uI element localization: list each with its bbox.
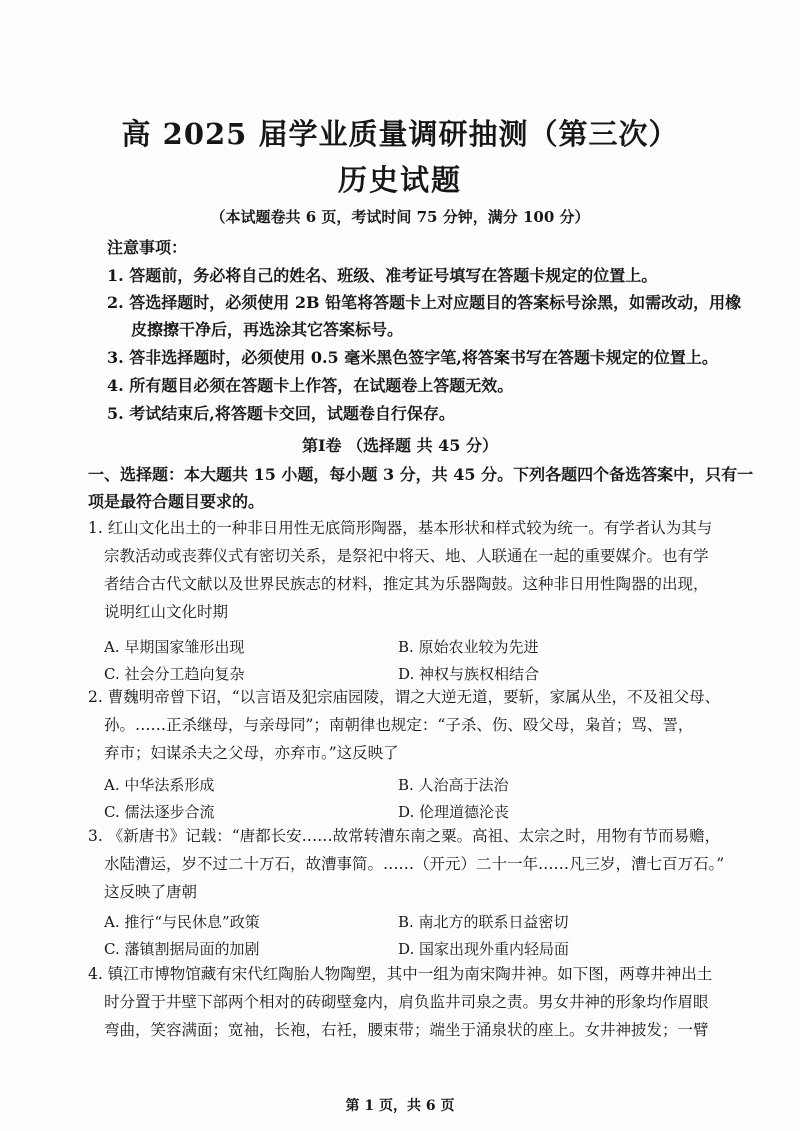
option-c: C. 儒法逐步合流 xyxy=(104,803,215,821)
question-4 xyxy=(88,960,716,1044)
option-b: B. 原始农业较为先进 xyxy=(398,638,539,656)
question-text-line: 水陆漕运，岁不过二十万石，故漕事简。……（开元）二十一年……凡三岁，漕七百万石。” xyxy=(104,855,725,873)
notice-item: 4. 所有题目必须在答题卡上作答，在试题卷上答题无效。 xyxy=(107,376,514,395)
notice-item: 2. 答选择题时，必须使用 2B 铅笔将答题卡上对应题目的答案标号涂黑，如需改动，用橡 xyxy=(107,293,742,312)
notice-item-continued: 皮擦擦干净后，再选涂其它答案标号。 xyxy=(131,320,404,339)
question-text-line: 3. 《新唐书》记载：“唐都长安……故常转漕东南之粟。高祖、太宗之时，用物有节而易赡， xyxy=(88,827,721,845)
question-text-line: 宗教活动或丧葬仪式有密切关系，是祭祀中将天、地、人联通在一起的重要媒介。也有学 xyxy=(104,547,709,565)
question-1 xyxy=(88,514,716,626)
question-3 xyxy=(88,822,725,906)
notice-item: 1. 答题前，务必将自己的姓名、班级、准考证号填写在答题卡规定的位置上。 xyxy=(107,266,658,285)
option-d: D. 神权与族权相结合 xyxy=(398,665,540,683)
question-text-line: 2. 曹魏明帝曾下诏，“以言语及犯宗庙园陵，谓之大逆无道，要斩，家属从坐，不及祖父母、 xyxy=(88,688,721,706)
question-2 xyxy=(88,683,721,767)
section-instructions-continued: 项是最符合题目要求的。 xyxy=(88,492,265,511)
question-text-line: 弃市；妇谋杀夫之父母，亦弃市。”这反映了 xyxy=(104,744,399,762)
question-text-line: 1. 红山文化出土的一种非日用性无底筒形陶器，基本形状和样式较为统一。有学者认为其与 xyxy=(88,519,713,537)
question-text-line: 孙。……正杀继母，与亲母同”；南朝律也规定：“子杀、伤、殴父母，枭首；骂、詈， xyxy=(104,716,694,734)
page-footer: 第 1 页，共 6 页 xyxy=(345,1098,455,1114)
section-title: 第Ⅰ卷 （选择题 共 45 分） xyxy=(301,436,499,455)
question-text-line: 弯曲，笑容满面；宽袖，长袍，右衽，腰束带；端坐于涌泉状的座上。女井神披发；一臂 xyxy=(104,1021,709,1039)
notice-item: 5. 考试结束后,将答题卡交回，试题卷自行保存。 xyxy=(107,404,455,423)
question-text-line: 说明红山文化时期 xyxy=(104,603,229,621)
exam-info: （本试题卷共 6 页，考试时间 75 分钟，满分 100 分） xyxy=(210,208,590,226)
notice-heading: 注意事项： xyxy=(107,238,188,257)
option-a: A. 中华法系形成 xyxy=(104,776,215,794)
exam-title: 高 2025 届学业质量调研抽测（第三次） xyxy=(121,117,679,151)
notice-item: 3. 答非选择题时，必须使用 0.5 毫米黑色签字笔,将答案书写在答题卡规定的位置上。 xyxy=(107,348,718,367)
section-instructions: 一、选择题：本大题共 15 小题，每小题 3 分，共 45 分。下列各题四个备选答案中，只有一 xyxy=(88,465,754,484)
question-text-line: 4. 镇江市博物馆藏有宋代红陶胎人物陶塑，其中一组为南宋陶井神。如下图，两尊井神出土 xyxy=(88,965,713,983)
question-text-line: 者结合古代文献以及世界民族志的材料，推定其为乐器陶鼓。这种非日用性陶器的出现， xyxy=(104,575,709,593)
option-b: B. 南北方的联系日益密切 xyxy=(398,913,569,931)
option-a: A. 推行“与民休息”政策 xyxy=(104,913,260,931)
question-text-line: 时分置于井壁下部两个相对的砖砌壁龛内，肩负监井司泉之责。男女井神的形象均作眉眼 xyxy=(104,993,709,1011)
option-c: C. 社会分工趋向复杂 xyxy=(104,665,245,683)
question-text-line: 这反映了唐朝 xyxy=(104,883,198,901)
option-c: C. 藩镇割据局面的加剧 xyxy=(104,940,260,958)
option-d: D. 伦理道德沦丧 xyxy=(398,803,510,821)
exam-subject-title: 历史试题 xyxy=(337,163,462,197)
option-d: D. 国家出现外重内轻局面 xyxy=(398,940,570,958)
option-b: B. 人治高于法治 xyxy=(398,776,509,794)
option-a: A. 早期国家雏形出现 xyxy=(104,638,245,656)
